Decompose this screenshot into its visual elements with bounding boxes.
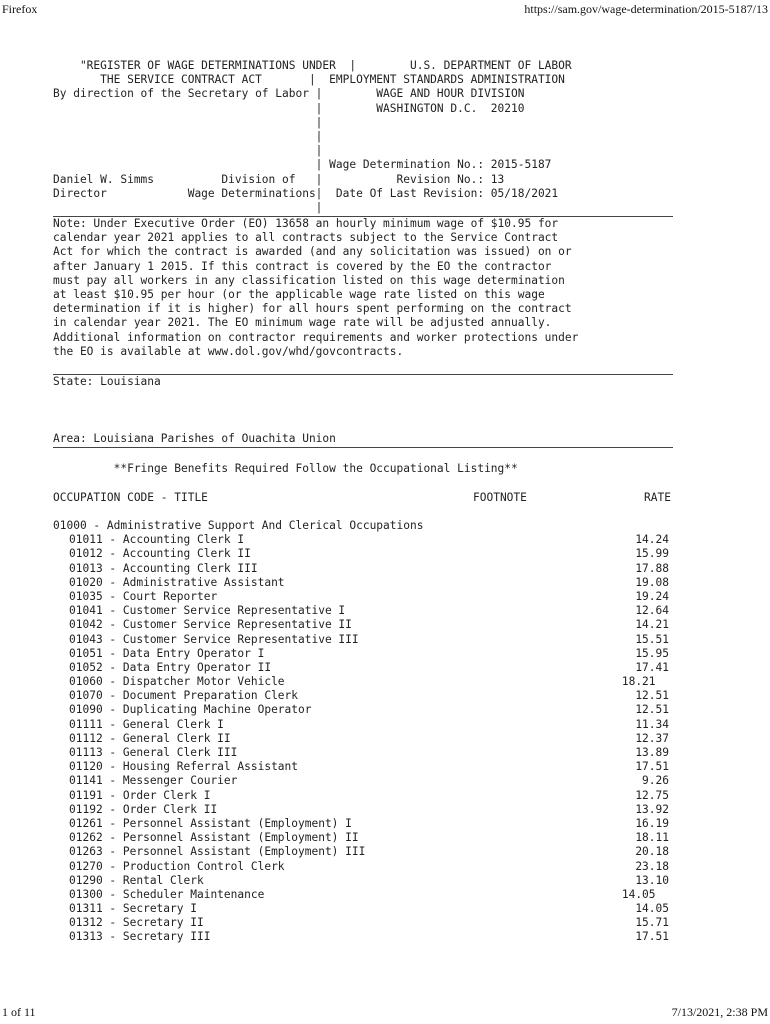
occupation-rate: 15.95 [635,646,669,660]
header-line: | [53,144,323,158]
occupation-rate: 17.88 [635,561,669,575]
occupation-row [53,760,673,774]
occupation-rate: 16.19 [635,816,669,830]
occupation-title: 01041 - Customer Service Representative I [69,604,346,618]
occupation-rate: 15.71 [635,916,669,930]
occupation-row [53,562,673,576]
occupation-title: 01263 - Personnel Assistant (Employment) III [69,845,366,859]
occupation-rate: 18.11 [635,831,669,845]
occupation-rate: 9.26 [642,774,669,788]
occupation-row [53,732,673,746]
occupation-rate: 17.51 [635,930,669,944]
note-line: determination if it is higher) for all hours spent performing on the contract [53,302,572,316]
occupation-title: 01052 - Data Entry Operator II [69,660,272,674]
occupation-rate: 14.05 [635,902,669,916]
occupation-rate: 18.21 [621,675,669,689]
occupation-rate: 23.18 [635,859,669,873]
occupation-title: 01113 - General Clerk III [69,746,238,759]
browser-app-name: Firefox [2,2,38,16]
document-header [53,59,673,215]
occupation-title: 01012 - Accounting Clerk II [69,547,251,561]
occupation-title: 01042 - Customer Service Representative II [69,618,352,632]
occupation-rate: 13.89 [635,746,669,759]
header-line: By direction of the Secretary of Labor | WAGE AND HOUR DIVISION [53,87,525,101]
occupation-row [53,675,673,689]
occupation-row [53,902,673,916]
wage-determination-document [53,59,673,945]
occupation-row [53,803,673,817]
occupation-rate: 12.51 [635,703,669,717]
occupation-title: 01311 - Secretary I [69,902,197,916]
header-line: THE SERVICE CONTRACT ACT | EMPLOYMENT STANDARDS ADMINISTRATION [53,73,565,87]
occupation-row [53,718,673,732]
occupation-title: 01011 - Accounting Clerk I [69,533,245,547]
col-occupation: OCCUPATION CODE - TITLE [53,490,208,504]
occupation-title: 01192 - Order Clerk II [69,802,218,816]
note-line: must pay all workers in any classification listed on this wage determination [53,273,565,287]
occupation-title: 01290 - Rental Clerk [69,873,204,887]
occupation-rate: 14.05 [621,887,669,901]
note-line: at least $10.95 per hour (or the applicable wage rate listed on this wage [53,288,545,301]
occupation-title: 01120 - Housing Referral Assistant [69,760,299,774]
occupation-rate: 19.08 [635,575,669,589]
print-datetime: 7/13/2021, 2:38 PM [671,1005,768,1019]
occupation-row [53,930,673,944]
occupation-title: 01312 - Secretary II [69,916,204,930]
occupation-rate: 12.75 [635,788,669,802]
state-line: State: Louisiana [53,375,161,389]
occupation-title: 01313 - Secretary III [69,930,211,944]
occupation-row [53,547,673,561]
header-line: Director Wage Determinations| Date Of Last Revision: 05/18/2021 [53,186,559,200]
occupation-title: 01051 - Data Entry Operator I [69,646,265,660]
occupation-rate: 12.51 [635,689,669,703]
occupation-row [53,533,673,547]
note-line: the EO is available at www.dol.gov/whd/govcontracts. [53,344,404,358]
header-line: Daniel W. Simms Division of | Revision No.: 13 [53,172,505,186]
occupation-row [53,774,673,788]
occupation-title: 01270 - Production Control Clerk [69,859,285,873]
note-line: in calendar year 2021. The EO minimum wage rate will be adjusted annually. [53,316,552,330]
occupation-rate: 11.34 [635,717,669,731]
occupation-title: 01043 - Customer Service Representative III [69,632,359,646]
occupation-title: 01261 - Personnel Assistant (Employment) I [69,816,352,830]
occupation-row [53,860,673,874]
occupation-title: 01070 - Document Preparation Clerk [69,689,299,703]
occupation-title: 01111 - General Clerk I [69,717,224,731]
fringe-benefits-line: **Fringe Benefits Required Follow the Occupational Listing** [53,462,518,476]
occupation-rate: 14.21 [635,618,669,632]
occupation-rate: 19.24 [635,589,669,603]
occupation-rate: 12.37 [635,731,669,745]
occupation-rate: 17.51 [635,760,669,774]
note-line: after January 1 2015. If this contract is covered by the EO the contractor [53,259,552,273]
header-line: | Wage Determination No.: 2015-5187 [53,158,552,172]
occupation-row [53,590,673,604]
occupation-title: 01060 - Dispatcher Motor Vehicle [69,675,285,689]
occupation-title: 01035 - Court Reporter [69,589,218,603]
occupation-row [53,703,673,717]
occupation-row [53,746,673,760]
note-line: Note: Under Executive Order (EO) 13658 an hourly minimum wage of $10.95 for [53,217,559,231]
occupation-row [53,845,673,859]
occupation-title: 01262 - Personnel Assistant (Employment) II [69,831,359,845]
occupation-rate: 12.64 [635,604,669,618]
note-line: Additional information on contractor requirements and worker protections under [53,330,579,344]
occupation-row [53,916,673,930]
note-line: calendar year 2021 applies to all contracts subject to the Service Contract [53,231,559,245]
occupation-title: 01013 - Accounting Clerk III [69,561,258,575]
area-line: Area: Louisiana Parishes of Ouachita Union [53,431,336,445]
occupation-category: 01000 - Administrative Support And Clerical Occupations [53,519,424,532]
col-rate: RATE [644,490,671,504]
page-count: 1 of 11 [2,1005,36,1019]
occupation-row [53,689,673,703]
occupation-title: 01300 - Scheduler Maintenance [69,887,265,901]
occupation-rate: 15.99 [635,547,669,561]
occupation-rate: 15.51 [635,632,669,646]
occupation-row [53,789,673,803]
col-footnote: FOOTNOTE [473,490,527,504]
eo-note [53,217,673,359]
occupation-row [53,817,673,831]
occupation-title: 01112 - General Clerk II [69,731,231,745]
occupation-rate: 13.10 [635,873,669,887]
header-line: | [53,129,323,143]
occupation-list [53,533,673,944]
occupation-row [53,576,673,590]
header-line: | WASHINGTON D.C. 20210 [53,101,525,115]
occupation-row [53,633,673,647]
occupation-rate: 17.41 [635,660,669,674]
note-line: Act for which the contract is awarded (and any solicitation was issued) on or [53,245,572,259]
occupation-rate: 20.18 [635,845,669,859]
header-line: "REGISTER OF WAGE DETERMINATIONS UNDER | U.S. DEPARTMENT OF LABOR [53,59,572,72]
occupation-row [53,618,673,632]
occupation-title: 01090 - Duplicating Machine Operator [69,703,312,717]
occupation-title: 01020 - Administrative Assistant [69,575,285,589]
header-line: | [53,115,323,129]
header-line: | [53,200,323,214]
occupation-title: 01191 - Order Clerk I [69,788,211,802]
column-headers [53,491,673,505]
occupation-rate: 13.92 [635,802,669,816]
occupation-row [53,661,673,675]
occupation-row [53,831,673,845]
occupation-title: 01141 - Messenger Courier [69,774,238,788]
occupation-row [53,874,673,888]
occupation-row [53,888,673,902]
occupation-rate: 14.24 [635,533,669,547]
occupation-row [53,647,673,661]
page-url[interactable]: https://sam.gov/wage-determination/2015-5187/13 [524,2,768,16]
occupation-row [53,604,673,618]
